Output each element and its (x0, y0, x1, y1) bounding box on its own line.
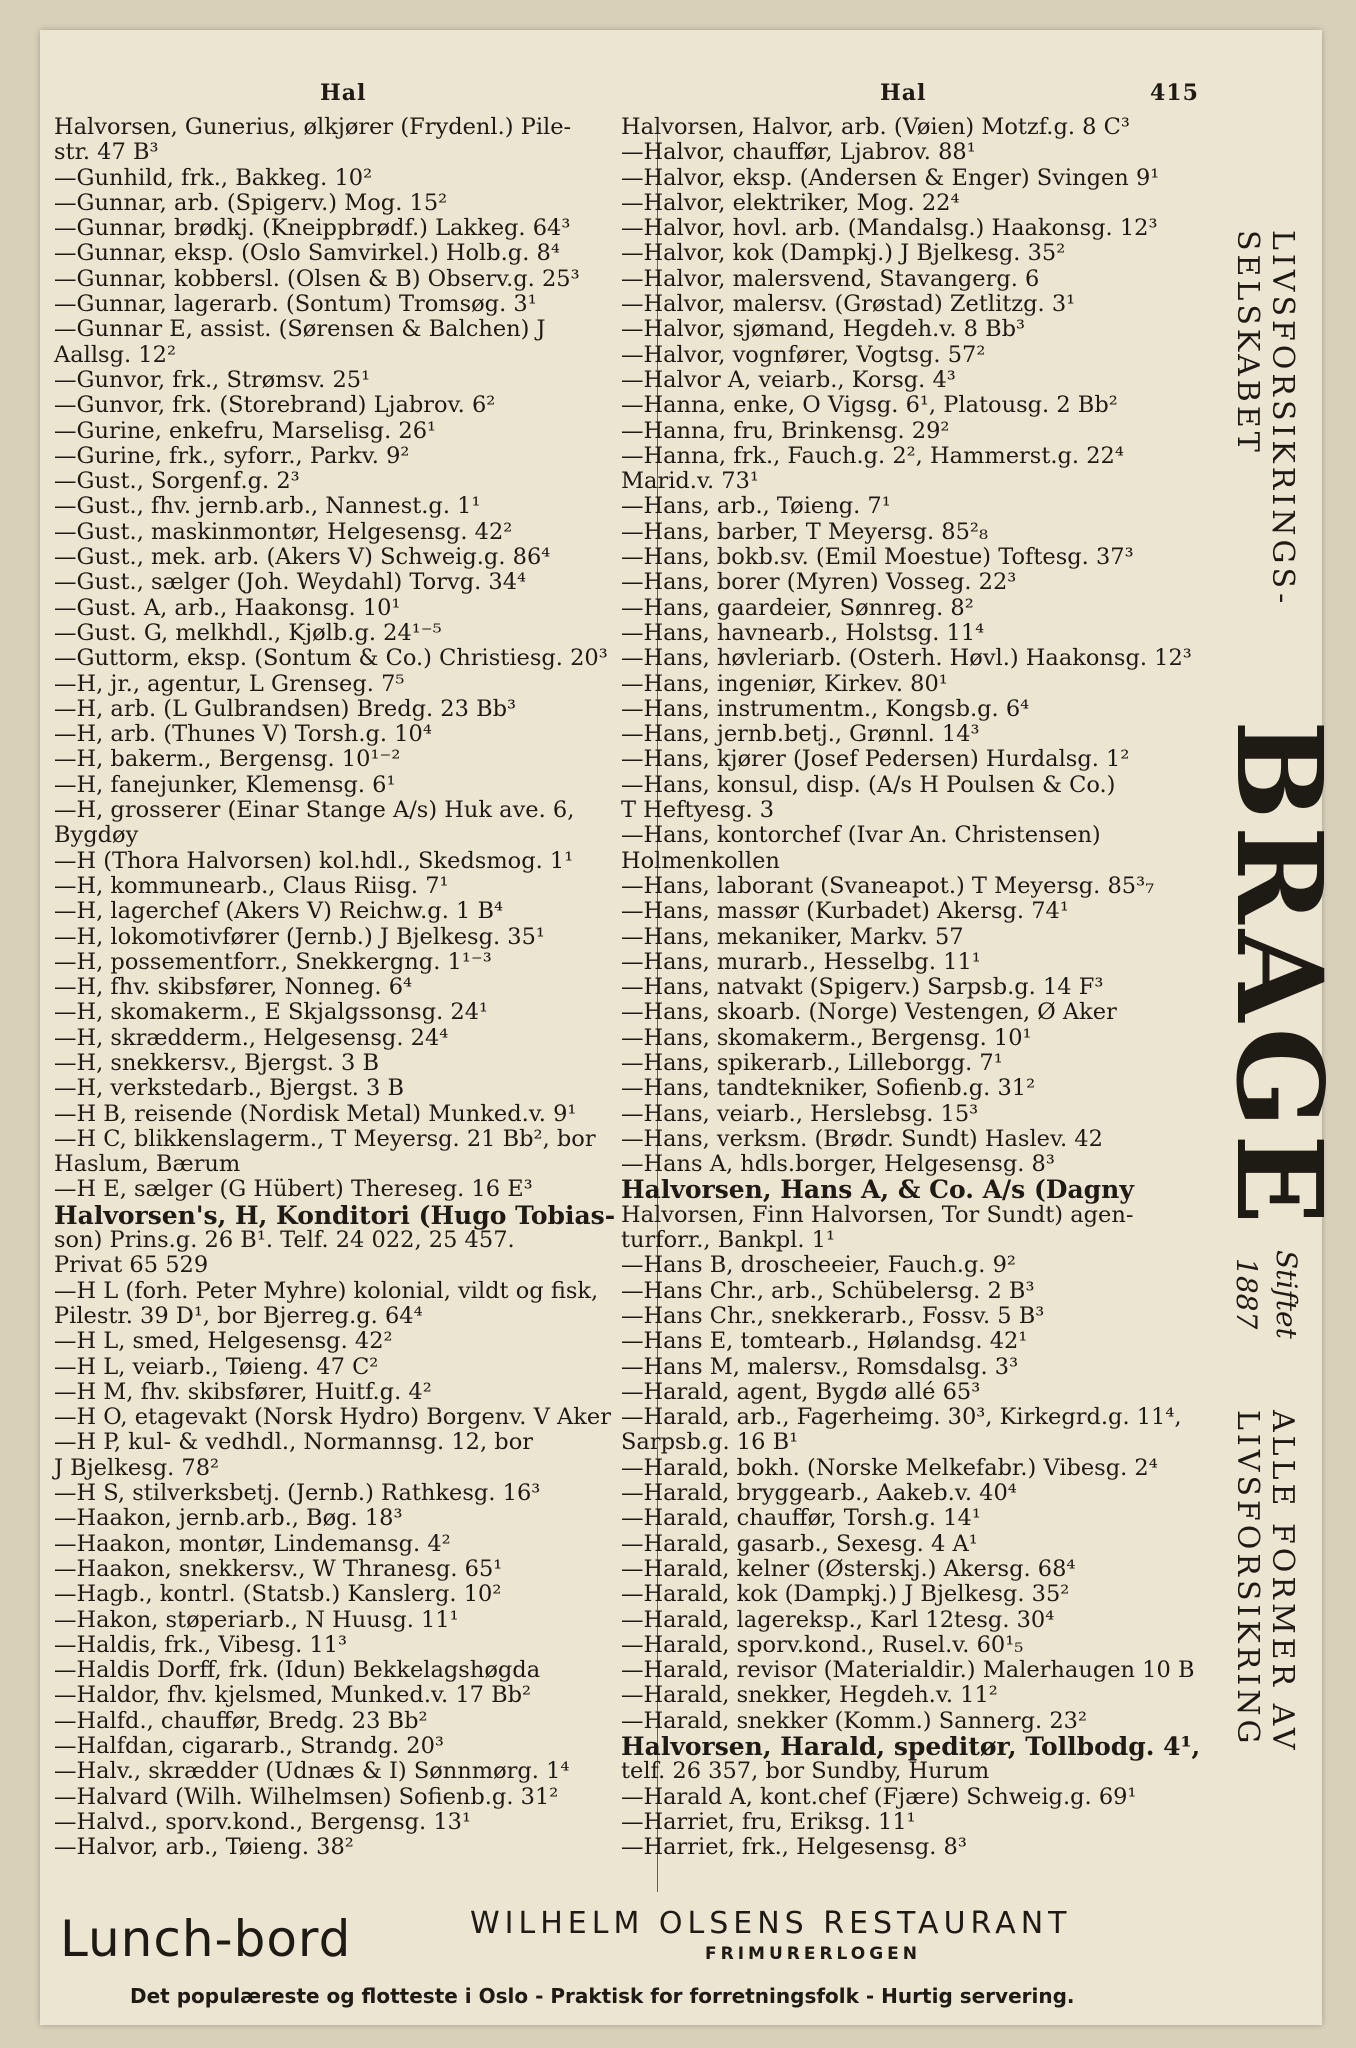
directory-entry: —H, jr., agentur, L Grenseg. 7⁵ (54, 670, 405, 697)
directory-entry: —H, lagerchef (Akers V) Reichw.g. 1 B⁴ (54, 898, 504, 925)
directory-entry: —Hans, veiarb., Herslebsg. 15³ (621, 1100, 979, 1127)
directory-entry: Halvorsen's, H, Konditori (Hugo Tobias- (54, 1200, 616, 1230)
directory-entry: —H, verkstedarb., Bjergst. 3 B (54, 1075, 405, 1102)
directory-entry: —H, snekkersv., Bjergst. 3 B (54, 1049, 380, 1076)
directory-entry: —Halfdan, cigararb., Strandg. 20³ (54, 1733, 444, 1759)
directory-entry: —Guttorm, eksp. (Sontum & Co.) Christiesg. 20³ (54, 645, 608, 672)
directory-entry: —Gunnar, lagerarb. (Sontum) Tromsøg. 3¹ (54, 291, 537, 318)
directory-entry: —Harald A, kont.chef (Fjære) Schweig.g. 69¹ (621, 1783, 1137, 1810)
directory-entry: —Harriet, frk., Helgesensg. 8³ (621, 1834, 967, 1861)
directory-entry: —Haldis, frk., Vibesg. 11³ (54, 1631, 348, 1658)
directory-entry: —Gust. A, arb., Haakonsg. 10¹ (54, 594, 401, 621)
directory-entry: —H, fhv. skibsfører, Nonneg. 6⁴ (54, 974, 413, 1001)
directory-entry: —Hans, mekaniker, Markv. 57 (621, 923, 964, 950)
directory-entry: —Harald, snekker (Komm.) Sannerg. 23² (621, 1707, 1087, 1734)
directory-entry: Pilestr. 39 D¹, bor Bjerreg.g. 64⁴ (54, 1302, 423, 1329)
directory-entry: Halvorsen, Hans A, & Co. A/s (Dagny (621, 1175, 1134, 1205)
sidebar-line2: SELSKABET (1230, 230, 1265, 456)
directory-entry: —Harald, chauffør, Torsh.g. 14¹ (621, 1505, 981, 1532)
directory-entry: —Hans, ingeniør, Kirkev. 80¹ (621, 670, 948, 697)
directory-entry: —Hans, jernb.betj., Grønnl. 14³ (621, 721, 980, 748)
directory-entry: —Hans, tandtekniker, Sofienb.g. 31² (621, 1075, 1036, 1102)
directory-entry: —Gunnar, brødkj. (Kneippbrødf.) Lakkeg. 64³ (54, 215, 571, 242)
directory-entry: —H, skrædderm., Helgesensg. 24⁴ (54, 1024, 449, 1051)
directory-entry: son) Prins.g. 26 B¹. Telf. 24 022, 25 457. (54, 1227, 515, 1254)
sidebar-line4: LIVSFORSIKRING (1230, 1410, 1265, 1748)
directory-entry: —Halvor, chauffør, Ljabrov. 88¹ (621, 139, 976, 166)
directory-entry: —Hans, skoarb. (Norge) Vestengen, Ø Aker (621, 999, 1117, 1026)
header-center: Hal (880, 80, 927, 106)
directory-entry: —H L (forh. Peter Myhre) kolonial, vildt og fisk, (54, 1277, 599, 1304)
directory-entry: —Hans, konsul, disp. (A/s H Poulsen & Co.) (621, 771, 1116, 798)
sidebar-stiftet: Stiftet (1270, 1250, 1303, 1339)
directory-entry: —H B, reisende (Nordisk Metal) Munked.v. 9¹ (54, 1100, 577, 1127)
directory-entry: Halvorsen, Gunerius, ølkjører (Frydenl.) Pile- (54, 114, 572, 140)
directory-entry: —Hans, gaardeier, Sønnreg. 8² (621, 594, 974, 621)
directory-entry: —Hans, bokb.sv. (Emil Moestue) Toftesg. 37³ (621, 544, 1134, 571)
directory-entry: —H, possementforr., Snekkergng. 1¹⁻³ (54, 948, 492, 975)
directory-entry: —H, arb. (L Gulbrandsen) Bredg. 23 Bb³ (54, 695, 517, 722)
directory-entry: —Hans, spikerarb., Lilleborgg. 7¹ (621, 1049, 1003, 1076)
directory-entry: —Halvor, hovl. arb. (Mandalsg.) Haakonsg. 12³ (621, 215, 1158, 242)
directory-entry: —H C, blikkenslagerm., T Meyersg. 21 Bb², bor (54, 1125, 596, 1152)
directory-entry: —Hans Chr., snekkerarb., Fossv. 5 B³ (621, 1302, 1045, 1329)
sidebar-brand: BRAGE (1210, 720, 1349, 1231)
directory-entry: —Halvor, arb., Tøieng. 38² (54, 1834, 354, 1861)
directory-entry: —Gunnar, arb. (Spigerv.) Mog. 15² (54, 189, 448, 216)
directory-entry: Haslum, Bærum (54, 1151, 241, 1178)
directory-entry: —Halvor A, veiarb., Korsg. 4³ (621, 366, 956, 393)
footer-tagline: Det populæreste og flotteste i Oslo - Praktisk for forretningsfolk - Hurtig servering. (130, 1984, 1075, 2008)
directory-entry: Holmenkollen (621, 847, 780, 874)
directory-entry: —Harald, bryggearb., Aakeb.v. 40⁴ (621, 1480, 1017, 1507)
directory-entry: —Harald, lagereksp., Karl 12tesg. 30⁴ (621, 1606, 1055, 1633)
directory-entry: Halvorsen, Harald, speditør, Tollbodg. 4¹, (621, 1732, 1201, 1761)
directory-entry: —Gust., mek. arb. (Akers V) Schweig.g. 86⁴ (54, 544, 551, 571)
directory-entry: —Hans, massør (Kurbadet) Akersg. 74¹ (621, 898, 1069, 925)
directory-entry: telf. 26 357, bor Sundby, Hurum (621, 1758, 990, 1785)
directory-entry: —H, fanejunker, Klemensg. 6¹ (54, 771, 396, 798)
directory-entry: —Harald, kelner (Østerskj.) Akersg. 68⁴ (621, 1555, 1076, 1582)
directory-entry: —Halvor, sjømand, Hegdeh.v. 8 Bb³ (621, 316, 1026, 343)
directory-entry: —Haakon, montør, Lindemansg. 4² (54, 1530, 451, 1557)
directory-entry: —Harald, kok (Dampkj.) J Bjelkesg. 35² (621, 1581, 1070, 1608)
column-right (621, 115, 1221, 1860)
directory-entry: —Halfd., chauffør, Bredg. 23 Bb² (54, 1707, 428, 1734)
directory-entry: T Heftyesg. 3 (621, 797, 775, 824)
directory-entry: —Halvor, malersvend, Stavangerg. 6 (621, 265, 1040, 292)
directory-entry: —Halvd., sporv.kond., Bergensg. 13¹ (54, 1808, 471, 1835)
directory-entry: —Hanna, frk., Fauch.g. 2², Hammerst.g. 22⁴ (621, 442, 1124, 469)
footer-lunch-bord: Lunch-bord (60, 1910, 352, 1968)
directory-entry: —Halvor, vognfører, Vogtsg. 57² (621, 341, 986, 368)
directory-entry: —Hans, laborant (Svaneapot.) T Meyersg. 85³₇ (621, 872, 1155, 899)
directory-entry: —Harald, bokh. (Norske Melkefabr.) Vibesg. 2⁴ (621, 1454, 1158, 1481)
directory-entry: —Harald, gasarb., Sexesg. 4 A¹ (621, 1530, 978, 1557)
directory-entry: —Halvor, malersv. (Grøstad) Zetlitzg. 3¹ (621, 291, 1076, 318)
directory-entry: Sarpsb.g. 16 B¹ (621, 1429, 799, 1456)
directory-entry: —H L, veiarb., Tøieng. 47 C² (54, 1353, 379, 1380)
directory-entry: —Hans, natvakt (Spigerv.) Sarpsb.g. 14 F³ (621, 974, 1104, 1001)
directory-entry: —H, lokomotivfører (Jernb.) J Bjelkesg. 35¹ (54, 923, 545, 950)
directory-entry: —Hans A, hdls.borger, Helgesensg. 8³ (621, 1151, 1055, 1178)
directory-entry: —H O, etagevakt (Norsk Hydro) Borgenv. V Aker (54, 1404, 611, 1431)
directory-entry: —Hakon, støperiarb., N Huusg. 11¹ (54, 1606, 459, 1633)
directory-entry: —H (Thora Halvorsen) kol.hdl., Skedsmog. 1¹ (54, 847, 574, 874)
directory-entry: —Hans, kontorchef (Ivar An. Christensen) (621, 822, 1101, 849)
directory-entry: —Hanna, fru, Brinkensg. 29² (621, 417, 950, 444)
directory-entry: —H P, kul- & vedhdl., Normannsg. 12, bor (54, 1429, 534, 1456)
directory-entry: —Hans, skomakerm., Bergensg. 10¹ (621, 1024, 1032, 1051)
directory-entry: —Gurine, enkefru, Marselisg. 26¹ (54, 417, 437, 444)
directory-entry: —Gunnar E, assist. (Sørensen & Balchen) J (54, 316, 546, 343)
directory-entry: —Gunnar, eksp. (Oslo Samvirkel.) Holb.g. 8⁴ (54, 240, 560, 267)
directory-entry: —Harald, arb., Fagerheimg. 30³, Kirkegrd.g. 11⁴, (621, 1404, 1182, 1431)
directory-entry: —Harald, agent, Bygdø allé 65³ (621, 1378, 981, 1405)
directory-entry: —Hans M, malersv., Romsdalsg. 3³ (621, 1353, 1019, 1380)
directory-entry: Bygdøy (54, 822, 139, 849)
directory-entry: —H, bakerm., Bergensg. 10¹⁻² (54, 746, 401, 773)
directory-entry: —Harriet, fru, Eriksg. 11¹ (621, 1808, 916, 1835)
directory-entry: —H, skomakerm., E Skjalgssonsg. 24¹ (54, 999, 489, 1026)
directory-entry: —Hans, instrumentm., Kongsb.g. 6⁴ (621, 695, 1030, 722)
page-number: 415 (1150, 80, 1199, 106)
directory-entry: str. 47 B³ (54, 139, 159, 166)
directory-entry: —Hans, havnearb., Holstsg. 11⁴ (621, 619, 985, 646)
directory-entry: —Gust., fhv. jernb.arb., Nannest.g. 1¹ (54, 493, 481, 520)
directory-entry: —Hans, barber, T Meyersg. 85²₈ (621, 518, 988, 545)
column-left (54, 115, 654, 1860)
directory-entry: —H S, stilverksbetj. (Jernb.) Rathkesg. 16³ (54, 1480, 541, 1507)
directory-entry: —Halvor, elektriker, Mog. 22⁴ (621, 189, 960, 216)
directory-entry: —Gust., Sorgenf.g. 2³ (54, 468, 300, 495)
directory-entry: —Harald, sporv.kond., Rusel.v. 60¹₅ (621, 1631, 1024, 1658)
directory-entry: —Halvard (Wilh. Wilhelmsen) Sofienb.g. 31² (54, 1783, 559, 1810)
directory-entry: —Gunnar, kobbersl. (Olsen & B) Observ.g. 25³ (54, 265, 580, 292)
directory-entry: Halvorsen, Finn Halvorsen, Tor Sundt) agen- (621, 1201, 1134, 1228)
sidebar-year: 1887 (1230, 1258, 1263, 1330)
directory-entry: Marid.v. 73¹ (621, 468, 759, 495)
directory-entry: —H L, smed, Helgesensg. 42² (54, 1328, 393, 1355)
directory-entry: —Haakon, jernb.arb., Bøg. 18³ (54, 1505, 403, 1532)
directory-entry: —Hans, murarb., Hesselbg. 11¹ (621, 948, 981, 975)
directory-entry: —H M, fhv. skibsfører, Huitf.g. 4² (54, 1378, 432, 1405)
directory-entry: —Hans, høvleriarb. (Osterh. Høvl.) Haakonsg. 12³ (621, 645, 1192, 672)
directory-entry: —Gurine, frk., syforr., Parkv. 9² (54, 442, 410, 469)
directory-entry: Halvorsen, Halvor, arb. (Vøien) Motzf.g. 8 C³ (621, 114, 1130, 140)
directory-entry: —Hans, borer (Myren) Vosseg. 22³ (621, 569, 1017, 596)
directory-entry: —H, arb. (Thunes V) Torsh.g. 10⁴ (54, 721, 432, 748)
directory-entry: —Gust., maskinmontør, Helgesensg. 42² (54, 518, 513, 545)
directory-entry: —Haakon, snekkersv., W Thranesg. 65¹ (54, 1555, 503, 1582)
directory-entry: —Gunvor, frk. (Storebrand) Ljabrov. 6² (54, 392, 496, 419)
directory-entry: —Haldor, fhv. kjelsmed, Munked.v. 17 Bb² (54, 1682, 532, 1709)
directory-entry: —Gunvor, frk., Strømsv. 25¹ (54, 366, 371, 393)
footer-lodge: FRIMURERLOGEN (705, 1944, 922, 1964)
directory-entry: —Hans E, tomtearb., Hølandsg. 42¹ (621, 1328, 1028, 1355)
directory-entry: —Hans B, droscheeier, Fauch.g. 9² (621, 1252, 1016, 1279)
sidebar-line3: ALLE FORMER AV (1265, 1410, 1300, 1754)
directory-entry: —Halvor, kok (Dampkj.) J Bjelkesg. 35² (621, 240, 1066, 267)
directory-entry: —H, kommunearb., Claus Riisg. 7¹ (54, 872, 449, 899)
directory-entry: —Hans, arb., Tøieng. 7¹ (621, 493, 891, 520)
directory-entry: —Halvor, eksp. (Andersen & Enger) Svingen 9¹ (621, 164, 1160, 191)
directory-entry: —Gunhild, frk., Bakkeg. 10² (54, 164, 373, 191)
directory-entry: Privat 65 529 (54, 1252, 209, 1279)
directory-entry: —H E, sælger (G Hübert) Thereseg. 16 E³ (54, 1176, 533, 1203)
directory-entry: —Harald, revisor (Materialdir.) Malerhaugen 10 B (621, 1657, 1195, 1684)
directory-entry: J Bjelkesg. 78² (54, 1454, 220, 1481)
directory-entry: —Hanna, enke, O Vigsg. 6¹, Platousg. 2 Bb² (621, 392, 1118, 419)
directory-entry: —Halv., skrædder (Udnæs & I) Sønnmørg. 1⁴ (54, 1758, 570, 1785)
directory-page (40, 30, 1349, 2025)
directory-entry: —Gust. G, melkhdl., Kjølb.g. 24¹⁻⁵ (54, 619, 442, 646)
sidebar-line1: LIVSFORSIKRINGS- (1265, 230, 1300, 608)
directory-entry: Aallsg. 12² (54, 341, 176, 368)
directory-entry: —Haldis Dorff, frk. (Idun) Bekkelagshøgda (54, 1657, 541, 1684)
directory-entry: —Hans, verksm. (Brødr. Sundt) Haslev. 42 (621, 1125, 1103, 1152)
directory-entry: turforr., Bankpl. 1¹ (621, 1227, 835, 1254)
directory-entry: —Gust., sælger (Joh. Weydahl) Torvg. 34⁴ (54, 569, 527, 596)
directory-entry: —Hans, kjører (Josef Pedersen) Hurdalsg. 1² (621, 746, 1130, 773)
directory-entry: —H, grosserer (Einar Stange A/s) Huk ave. 6, (54, 797, 575, 824)
directory-entry: —Hagb., kontrl. (Statsb.) Kanslerg. 10² (54, 1581, 502, 1608)
directory-entry: —Harald, snekker, Hegdeh.v. 11² (621, 1682, 998, 1709)
header-left: Hal (320, 80, 367, 106)
directory-entry: —Hans Chr., arb., Schübelersg. 2 B³ (621, 1277, 1035, 1304)
footer-restaurant: WILHELM OLSENS RESTAURANT (470, 1906, 1072, 1941)
